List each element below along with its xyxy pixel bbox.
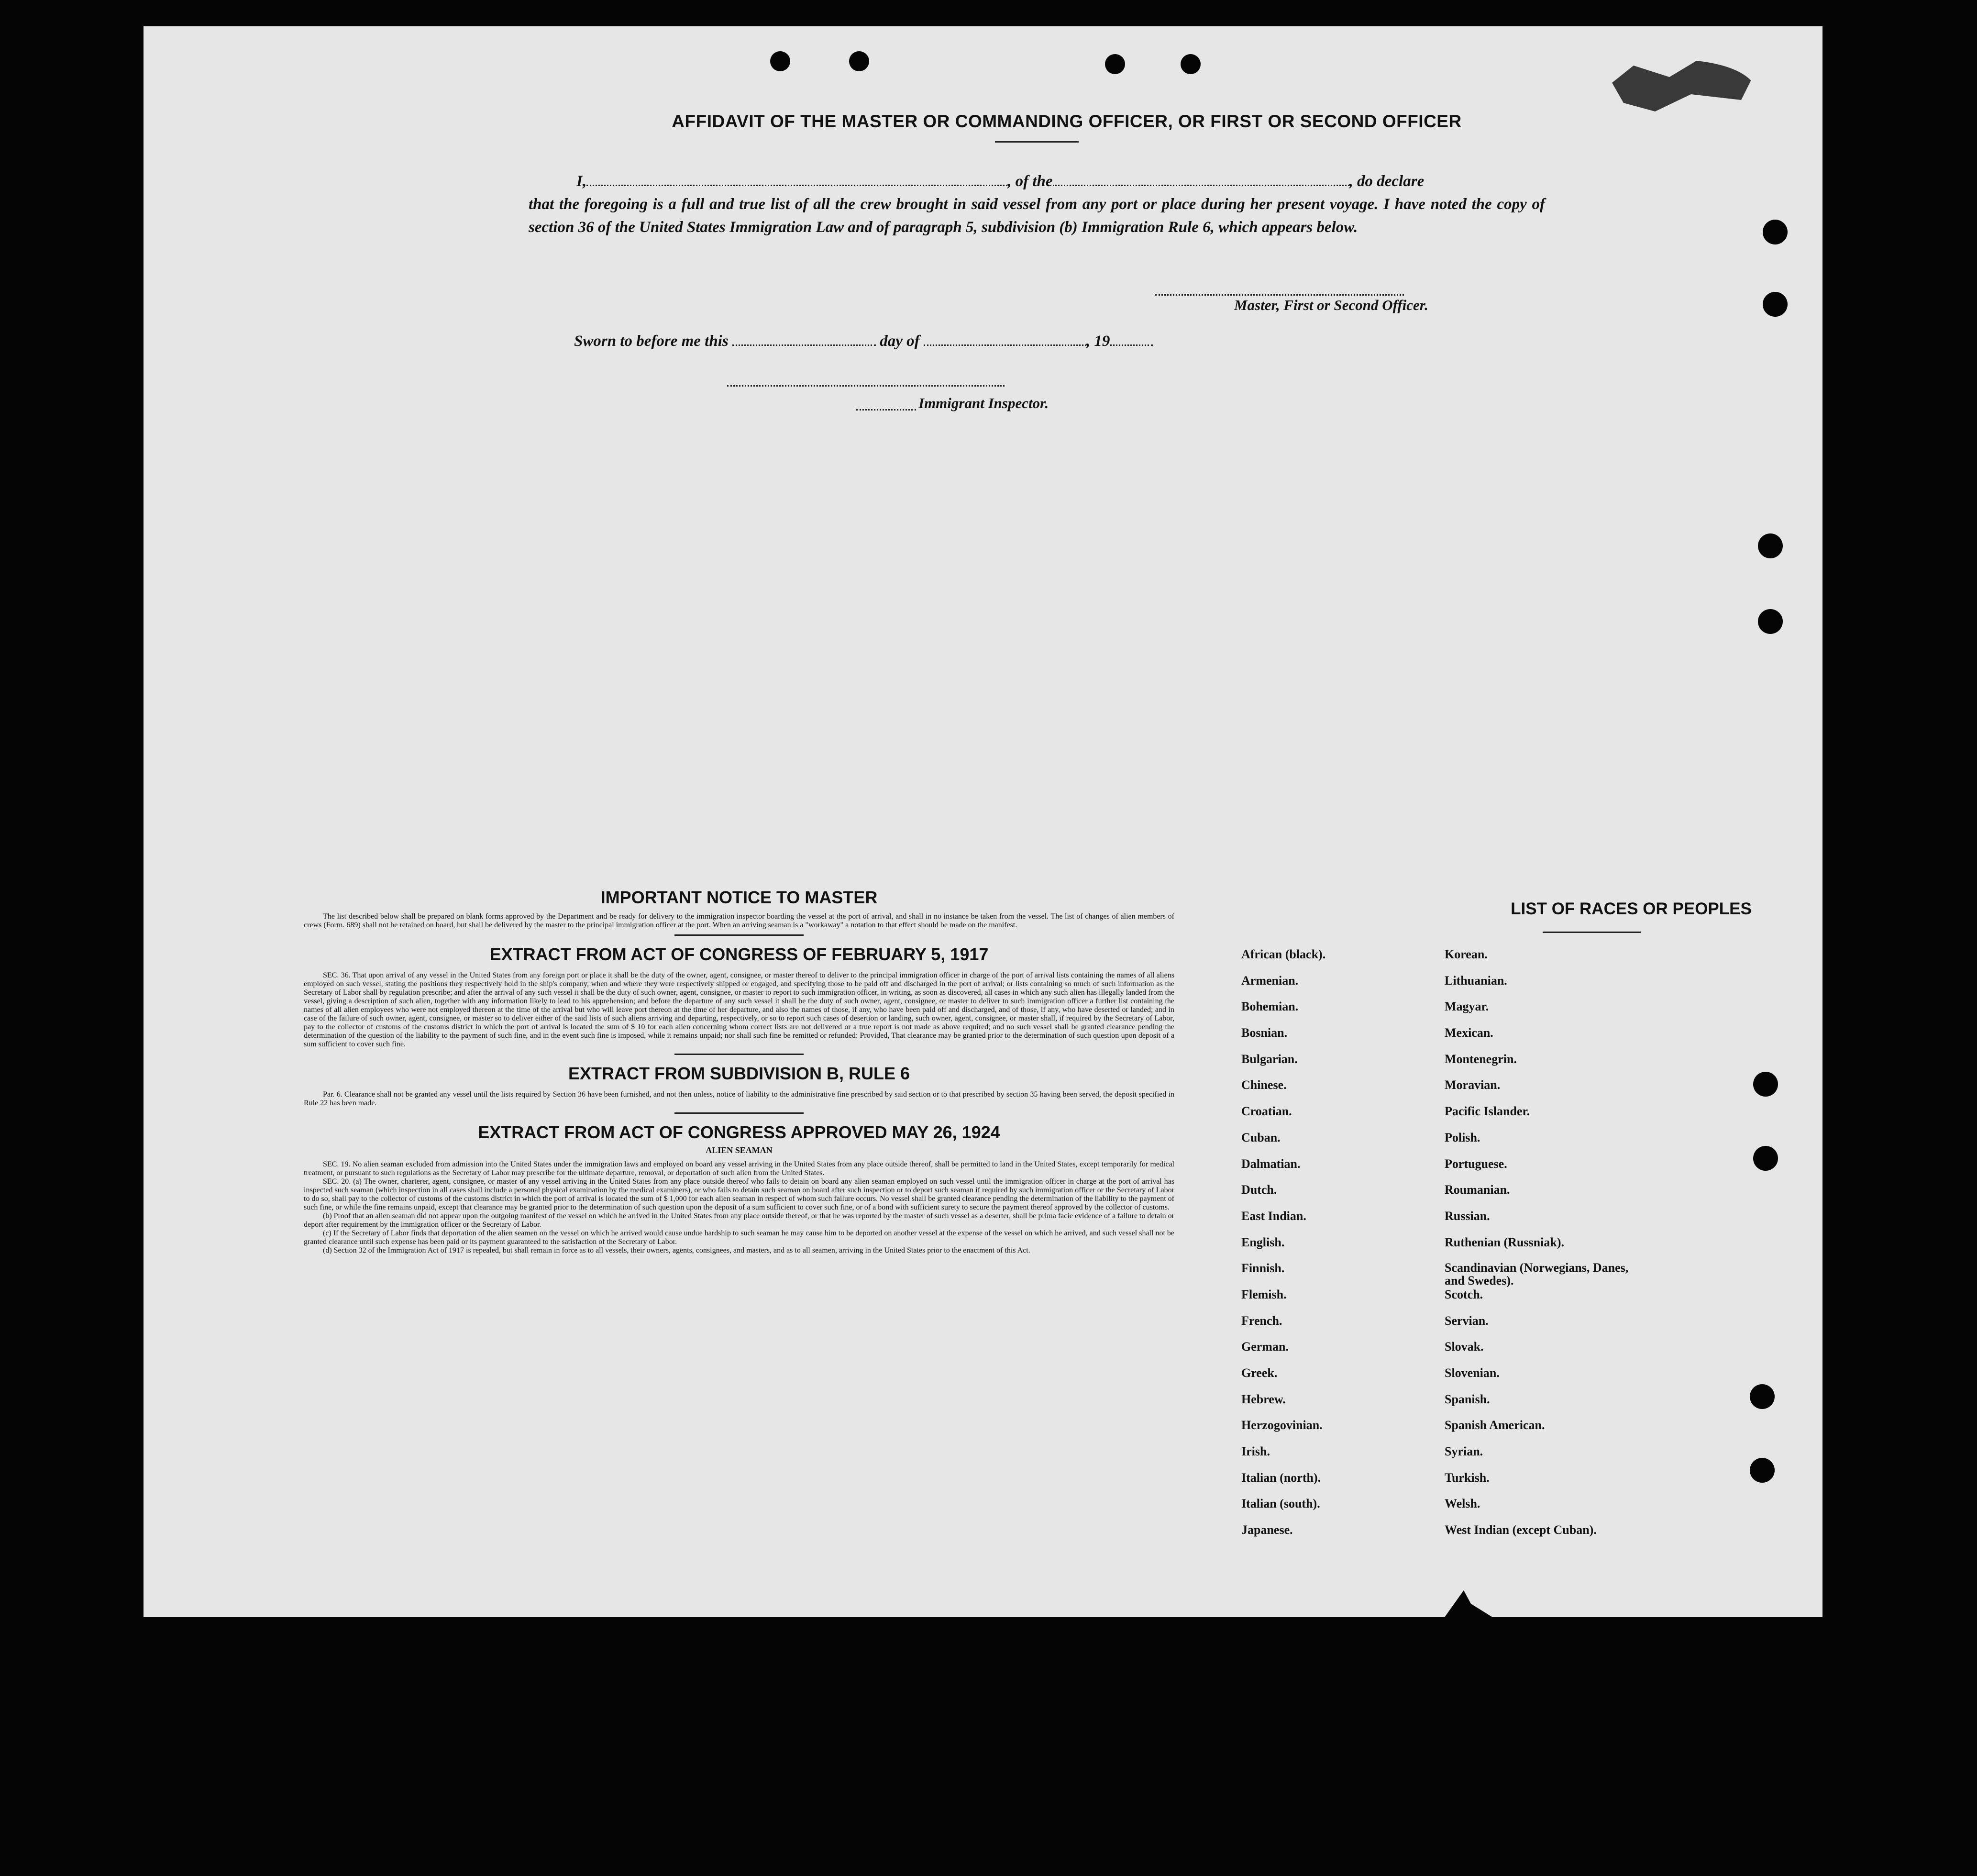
punch-hole [1758,533,1783,558]
race-item: Irish. [1241,1444,1270,1459]
punch-hole [1750,1384,1775,1409]
inspector-label: Immigrant Inspector. [918,395,1049,411]
extract-1924-sec20b: (b) Proof that an alien seaman did not appear upon the outgoing manifest of the vessel on which he arrived in the United States from any place outside thereof, or that he was reported by the master of such vessel as a deserter, shall be prima facie evidence of a failure to detain or deport after requirement by the immigration officer or the Secretary of Labor. [304,1212,1174,1229]
extract-rule6-text: Par. 6. Clearance shall not be granted any vessel until the lists required by Section 36 have been furnished, and not then unless, notice of liability to the administrative fine prescribed by said section or to that prescribed by section 35 having been served, the deposit specified in Rule 22 has been made. [304,1090,1174,1107]
race-item: Scotch. [1445,1287,1483,1301]
punch-hole [1763,292,1788,317]
race-item: Turkish. [1445,1470,1490,1485]
race-item: Servian. [1445,1313,1489,1328]
race-item: Roumanian. [1445,1183,1510,1197]
notice-column [304,888,1174,1255]
race-item: Mexican. [1445,1026,1493,1040]
race-item: Montenegrin. [1445,1052,1517,1066]
inspector-prefix-dots [856,409,916,411]
race-item: West Indian (except Cuban). [1445,1523,1597,1537]
sworn-prefix: Sworn to before me this [574,333,729,350]
notice-title: IMPORTANT NOTICE TO MASTER [600,888,878,907]
races-right-column [1445,947,1646,1549]
race-item: Dutch. [1241,1183,1277,1197]
race-item: Lithuanian. [1445,973,1507,988]
race-item: Bulgarian. [1241,1052,1298,1066]
race-item: Finnish. [1241,1261,1285,1276]
extract-1924-title: EXTRACT FROM ACT OF CONGRESS APPROVED MAY 26, 1924 [478,1122,1000,1142]
extract-rule6-title: EXTRACT FROM SUBDIVISION B, RULE 6 [568,1064,910,1083]
race-item: African (black). [1241,947,1326,961]
of-the-label: , of the [1007,173,1053,190]
race-item: Greek. [1241,1366,1278,1380]
race-item: Scandinavian (Norwegians, Danes, and Swedes). [1445,1261,1629,1288]
race-item: Hebrew. [1241,1392,1286,1406]
race-item: Herzogovinian. [1241,1418,1323,1432]
extract-1917-text: SEC. 36. That upon arrival of any vessel in the United States from any foreign port or place it shall be the duty of the owner, agent, consignee, or master thereof to deliver to the principal immigration officer in charge of the port of arrival lists containing the names of all aliens employed on such vessel, stating the positions they respectively hold in the ship's company, when and where they were respectively shipped or engaged, and specifying those to be paid off and discharged in the port of arrival; or lists containing so much of such information as the Secretary of Labor shall by regulation prescribe; and after the arrival of any such vessel it shall be the duty of such owner, agent, consignee, or master to report to such immigration officer, in writing, as soon as discovered, all cases in which any such alien has illegally landed from the vessel, giving a description of such alien, together with any information likely to lead to his apprehension; and before the departure of any such vessel it shall be the duty of such owner, agent, consignee, or master to deliver to such immigration officer a further list containing the names of all alien employees who were not employed thereon at the time of the arrival but who will leave port thereon at the time of her departure, and also the names of those, if any, who have been paid off and discharged, and of those, if any, who have deserted or landed; and in case of the failure of such owner, agent, consignee, or master so to deliver either of the said lists of such aliens arriving and departing, respectively, or so to report such cases of desertion or landing, such owner, agent, consignee, or master shall, if required by the Secretary of Labor, pay to the collector of customs of the customs district in which the port of arrival is located the sum of $ 10 for each alien concerning whom correct lists are not delivered or a true report is not made as above required; and no such vessel shall be granted clearance pending the determination of the question of the liability to the payment of such fine, and in the event such fine is imposed, while it remains unpaid; nor shall such fine be remitted or refunded: Provided, That clearance may be granted prior to the determination of such question upon deposit of a sum sufficient to cover such fine. [304,971,1174,1048]
master-signature-label: Master, First or Second Officer. [1234,297,1428,313]
punch-hole [1181,54,1201,74]
race-item: Moravian. [1445,1078,1501,1092]
paper-tear [1612,60,1756,117]
declarant-label: I, [576,173,587,190]
extract-1924-sec20d: (d) Section 32 of the Immigration Act of 1917 is repealed, but shall remain in force as to all vessels, their owners, agents, consignees, and masters, and as to all seamen, arriving in the United States prior to the enactment of this Act. [323,1246,1030,1254]
document-page [144,26,1822,1617]
punch-hole [1753,1072,1778,1097]
race-item: Pacific Islander. [1445,1104,1530,1119]
race-item: Slovenian. [1445,1366,1500,1380]
paper-tear [1445,1584,1492,1617]
section-divider [674,934,804,936]
sworn-day-field[interactable] [732,344,876,346]
master-signature-field[interactable] [1155,294,1404,296]
race-item: Italian (south). [1241,1497,1320,1511]
race-item: English. [1241,1235,1285,1249]
race-item: Magyar. [1445,999,1489,1014]
race-item: East Indian. [1241,1209,1306,1223]
race-item: Cuban. [1241,1130,1281,1144]
sworn-year-field[interactable] [1110,344,1153,346]
affidavit-declaration: that the foregoing is a full and true list of all the crew brought in said vessel from any port or place during her present voyage. I have noted the copy of section 36 of the United States Immigration Law and of paragraph 5, subdivision (b) Immigration Rule 6, which appears below. [529,196,1545,236]
race-item: Spanish American. [1445,1418,1545,1432]
sworn-line [574,333,1153,350]
race-item: Croatian. [1241,1104,1292,1119]
section-divider [674,1054,804,1055]
title-underline [995,141,1079,143]
punch-hole [770,51,790,71]
race-item: Portuguese. [1445,1156,1507,1171]
punch-hole [1753,1146,1778,1171]
race-item: Welsh. [1445,1497,1480,1511]
races-title: LIST OF RACES OR PEOPLES [1511,899,1752,918]
extract-1917-title: EXTRACT FROM ACT OF CONGRESS OF FEBRUARY 5, 1917 [489,944,989,964]
race-item: Flemish. [1241,1287,1287,1301]
day-of-label: day of [880,333,920,350]
do-declare-label: , do declare [1349,173,1425,190]
sworn-month-field[interactable] [924,344,1086,346]
races-title-underline [1543,932,1641,933]
race-item: Japanese. [1241,1523,1293,1537]
affidavit-first-line [529,170,1545,193]
punch-hole [1758,609,1783,634]
extract-1924-sec20a: SEC. 20. (a) The owner, charterer, agent, consignee, or master of any vessel arriving in the United States from any place outside thereof who fails to detain on board any alien seaman employed on such vessel until the immigration officer in charge at the port of arrival has inspected such seaman (which inspection in all cases shall include a personal physical examination by the medical examiners), or who fails to detain such seaman on board after such inspection or to deport such seaman if required by such immigration officer or the Secretary of Labor to do so, shall pay to the collector of customs of the customs district in which the port of arrival is located the sum of $ 1,000 for each alien seaman in respect of whom such failure occurs. No vessel shall be granted clearance pending the determination of the liability to the payment of such fine, or while the fine remains unpaid, except that clearance may be granted prior to the determination of such question upon the deposit of a sum sufficient to cover such fine, or of a bond with sufficient surety to secure the payment thereof approved by the collector of customs. [304,1177,1174,1211]
notice-text: The list described below shall be prepared on blank forms approved by the Department and be ready for delivery to the immigration inspector boarding the vessel at the port of arrival, and shall in no instance be taken from the vessel. The list of changes of alien members of crews (Form. 689) shall not be retained on board, but shall be delivered by the master to the principal immigration officer at the port. When an arriving seaman is a "workaway" a notation to that effect should be made on the manifest. [304,912,1174,929]
extract-1924-subtitle: ALIEN SEAMAN [706,1145,773,1155]
inspector-signature-field[interactable] [727,385,1005,387]
race-item: Spanish. [1445,1392,1490,1406]
vessel-name-field[interactable] [1053,184,1349,186]
race-item: Dalmatian. [1241,1156,1301,1171]
race-item: Korean. [1445,947,1488,961]
race-item: Slovak. [1445,1340,1484,1354]
declarant-name-field[interactable] [586,184,1007,186]
affidavit-body [529,170,1545,239]
races-left-column [1241,947,1423,1549]
punch-hole [1105,54,1125,74]
punch-hole [1763,220,1788,244]
punch-hole [1750,1458,1775,1483]
year-prefix: , 19 [1086,333,1110,350]
race-item: Italian (north). [1241,1470,1321,1485]
race-item: French. [1241,1313,1282,1328]
race-item: Armenian. [1241,973,1299,988]
race-item: Syrian. [1445,1444,1483,1459]
race-item: Ruthenian (Russniak). [1445,1235,1564,1249]
race-item: Bosnian. [1241,1026,1288,1040]
punch-hole [849,51,869,71]
race-item: Bohemian. [1241,999,1299,1014]
race-item: Polish. [1445,1130,1480,1144]
extract-1924-sec19: SEC. 19. No alien seaman excluded from admission into the United States under the immigration laws and employed on board any vessel arriving in the United States from any place outside thereof, shall be permitted to land in the United States, except temporarily for medical treatment, or pursuant to such regulations as the Secretary of Labor may prescribe for the ultimate departure, removal, or deportation of such alien from the United States. [304,1160,1174,1177]
extract-1924-sec20c: (c) If the Secretary of Labor finds that deportation of the alien seamen on the vessel on which he arrived would cause undue hardship to such seaman he may cause him to be deported on another vessel at the expense of the vessel on which he arrived, and such vessel shall not be granted clearance until such expense has been paid or its payment guaranteed to the satisfaction of the Secretary of Labor. [304,1229,1174,1246]
race-item: Chinese. [1241,1078,1287,1092]
section-divider [674,1112,804,1114]
race-item: Russian. [1445,1209,1490,1223]
affidavit-title: AFFIDAVIT OF THE MASTER OR COMMANDING OFFICER, OR FIRST OR SECOND OFFICER [672,111,1462,131]
race-item: German. [1241,1340,1289,1354]
